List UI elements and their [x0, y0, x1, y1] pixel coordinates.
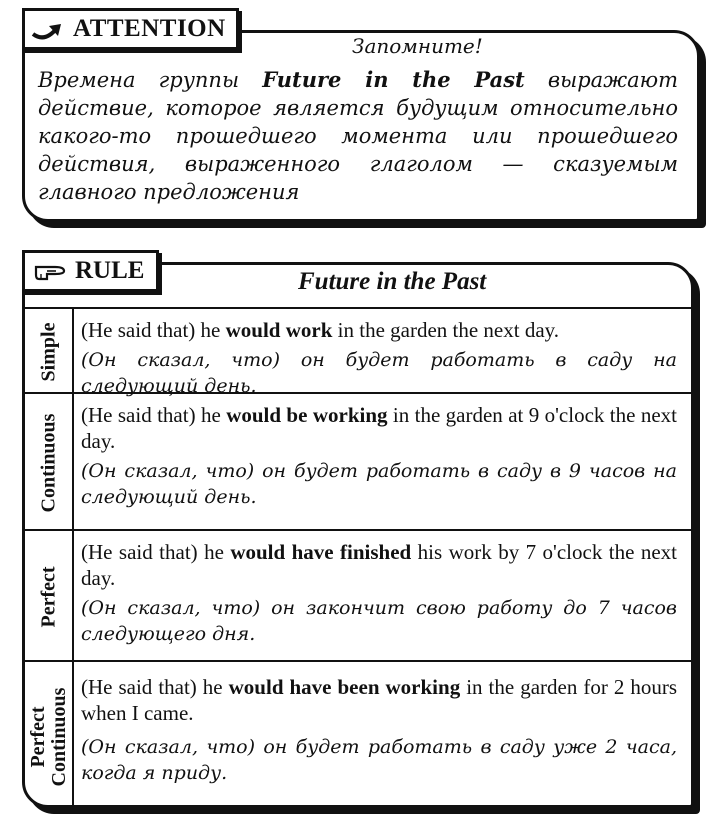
- attention-subtitle: Запомните!: [352, 34, 483, 58]
- row-side-label: [25, 531, 74, 662]
- pointing-hand-icon: [33, 260, 67, 282]
- en-pre: (He said that) he: [81, 403, 227, 427]
- attention-text: [38, 66, 678, 206]
- row-content: [81, 402, 677, 510]
- russian-translation: (Он сказал, что) он будет работать в саду в 9 часов на следующий день.: [81, 460, 677, 508]
- side-label-perfect-continuous: [28, 688, 70, 787]
- english-example: [81, 317, 677, 343]
- side-label-continuous: Continuous: [37, 413, 59, 512]
- rule-box: [22, 262, 694, 808]
- en-post: his work by 7 o'clock the next day.: [81, 540, 677, 590]
- english-example: [81, 674, 677, 726]
- side-label-line1: Perfect: [26, 706, 49, 768]
- en-post: in the garden for 2 hours when I came.: [81, 675, 678, 725]
- en-post: in the garden at 9 o'clock the next day.: [81, 403, 677, 453]
- en-bold: would have finished: [230, 540, 412, 564]
- rule-row-continuous: [25, 392, 691, 531]
- en-pre: (He said that) he: [81, 675, 229, 699]
- row-side-label: [25, 394, 74, 531]
- en-pre: (He said that) he: [81, 540, 231, 564]
- en-post: in the garden the next day.: [332, 318, 560, 342]
- curved-arrow-icon: [31, 18, 65, 40]
- side-label-perfect: Perfect: [37, 565, 59, 628]
- rule-label: RULE: [75, 257, 145, 284]
- en-bold: would have been working: [228, 675, 461, 699]
- russian-translation: (Он сказал, что) он будет работать в саду уже 2 часа, когда я приду.: [81, 736, 677, 784]
- row-content: [81, 317, 677, 399]
- en-bold: would be working: [226, 403, 388, 427]
- rule-row-perfect-continuous: [25, 660, 691, 808]
- attention-tab: [22, 8, 239, 50]
- english-example: [81, 539, 677, 591]
- row-content: [81, 539, 677, 647]
- attention-text-pre: Времена группы: [38, 68, 263, 92]
- side-label-line2: Continuous: [47, 687, 70, 787]
- attention-label: ATTENTION: [73, 15, 226, 42]
- row-content: [81, 674, 677, 786]
- row-side-label: [25, 662, 74, 808]
- rule-title: Future in the Past: [298, 268, 487, 295]
- russian-translation: (Он сказал, что) он закончит свою работу до 7 часов следующего дня.: [81, 597, 677, 645]
- rule-tab: [22, 250, 159, 292]
- en-pre: (He said that) he: [81, 318, 226, 342]
- rule-row-simple: [25, 307, 691, 397]
- side-label-simple: Simple: [37, 322, 59, 381]
- en-bold: would work: [225, 318, 333, 342]
- rule-row-perfect: [25, 529, 691, 662]
- attention-text-bold: Future in the Past: [262, 67, 525, 92]
- english-example: [81, 402, 677, 454]
- row-side-label: [25, 309, 74, 394]
- attention-text-post: выражают действие, которое является будущим относительно какого-то прошедшего момента или прошедшего действия, выраженного глаголом — сказуемым главного предложения: [38, 68, 678, 204]
- russian-translation: (Он сказал, что) он будет работать в саду на следующий день.: [81, 349, 677, 397]
